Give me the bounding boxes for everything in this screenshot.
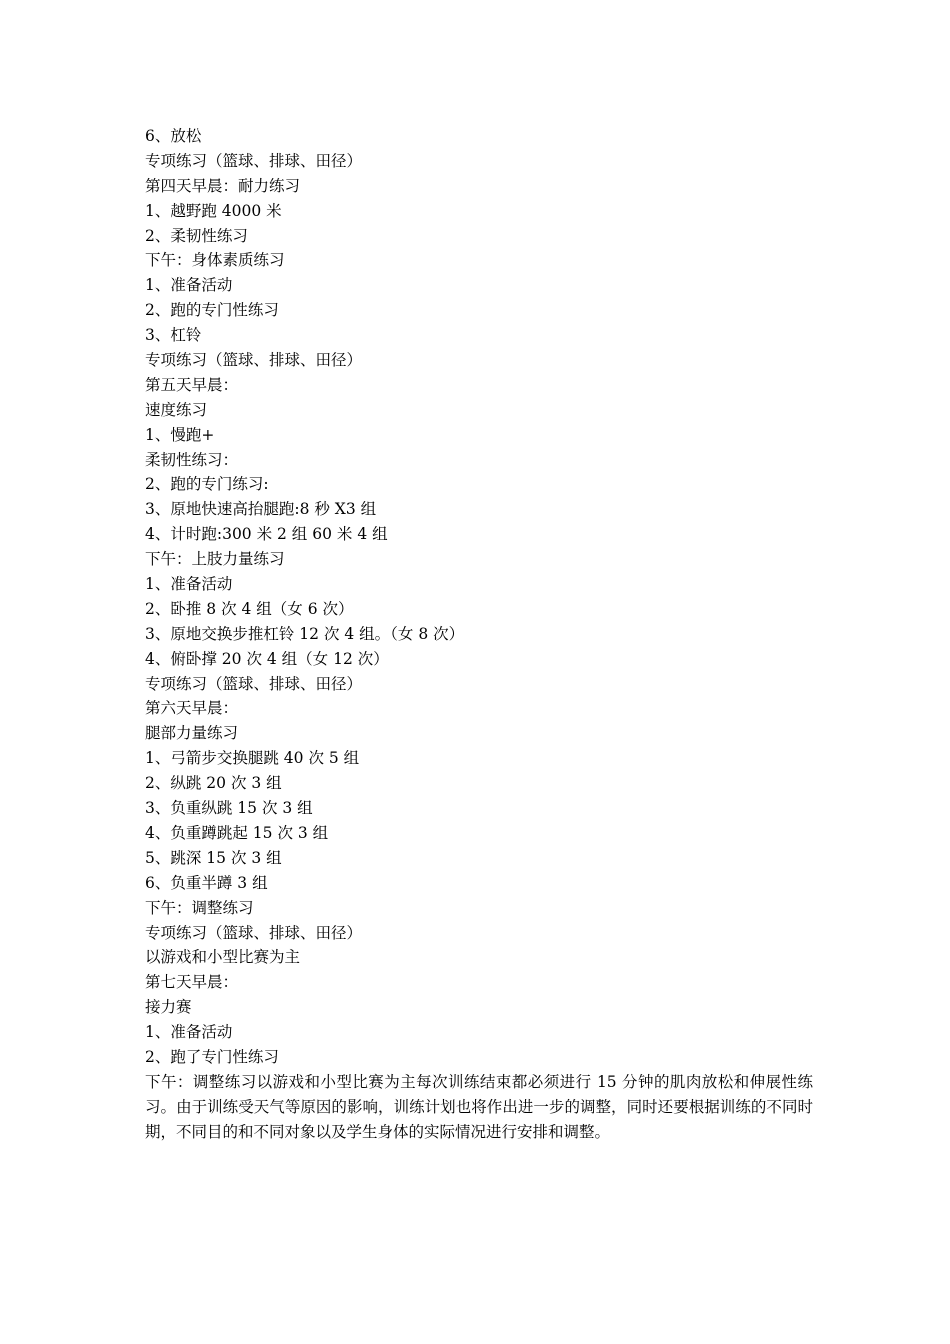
text-line: 腿部力量练习 (145, 724, 239, 743)
text-line: 6、负重半蹲 3 组 (145, 873, 268, 892)
text-line: 5、跳深 15 次 3 组 (145, 848, 282, 867)
closing-paragraph: 下午：调整练习以游戏和小型比赛为主每次训练结束都必须进行 15 分钟的肌肉放松和伸展性练习。由于训练受天气等原因的影响，训练计划也将作出进一步的调整，同时还要根据训练的不同时期，不同目的和不同对象以及学生身体的实际情况进行安排和调整。 (145, 1072, 813, 1141)
text-line: 2、卧推 8 次 4 组（女 6 次） (145, 599, 354, 618)
text-line: 4、负重蹲跳起 15 次 3 组 (145, 823, 329, 842)
document-body (145, 124, 813, 1145)
text-line: 4、俯卧撑 20 次 4 组（女 12 次） (145, 649, 389, 668)
text-line: 3、原地快速高抬腿跑:8 秒 X3 组 (145, 500, 377, 519)
text-line: 4、计时跑:300 米 2 组 60 米 4 组 (145, 525, 388, 544)
text-line: 下午：身体素质练习 (145, 251, 285, 270)
text-line: 下午：上肢力量练习 (145, 550, 285, 569)
text-line: 2、跑的专门练习: (145, 475, 269, 494)
text-line: 速度练习 (145, 400, 208, 419)
text-line: 2、纵跳 20 次 3 组 (145, 774, 282, 793)
text-line: 接力赛 (145, 998, 192, 1017)
text-line: 3、杠铃 (145, 326, 202, 345)
text-line: 1、准备活动 (145, 276, 233, 295)
text-line: 以游戏和小型比赛为主 (145, 948, 301, 967)
text-line: 第七天早晨： (145, 973, 239, 992)
text-line: 2、柔韧性练习 (145, 226, 248, 245)
text-line: 2、跑的专门性练习 (145, 301, 279, 320)
text-line: 下午：调整练习 (145, 898, 254, 917)
text-line: 专项练习（篮球、排球、田径） (145, 674, 363, 693)
text-line: 第四天早晨：耐力练习 (145, 176, 301, 195)
text-line: 2、跑了专门性练习 (145, 1047, 279, 1066)
text-line: 1、弓箭步交换腿跳 40 次 5 组 (145, 749, 360, 768)
text-line: 柔韧性练习： (145, 450, 239, 469)
text-line: 专项练习（篮球、排球、田径） (145, 351, 363, 370)
text-line: 1、准备活动 (145, 1023, 233, 1042)
text-line: 3、负重纵跳 15 次 3 组 (145, 799, 313, 818)
text-line: 第五天早晨： (145, 375, 239, 394)
text-line: 6、放松 (145, 127, 202, 145)
text-line: 3、原地交换步推杠铃 12 次 4 组。（女 8 次） (145, 624, 465, 643)
text-line: 1、越野跑 4000 米 (145, 201, 282, 220)
text-line: 专项练习（篮球、排球、田径） (145, 923, 363, 942)
text-line: 第六天早晨： (145, 699, 239, 718)
text-line: 专项练习（篮球、排球、田径） (145, 151, 363, 170)
text-line: 1、准备活动 (145, 575, 233, 594)
text-line: 1、慢跑+ (145, 425, 215, 444)
